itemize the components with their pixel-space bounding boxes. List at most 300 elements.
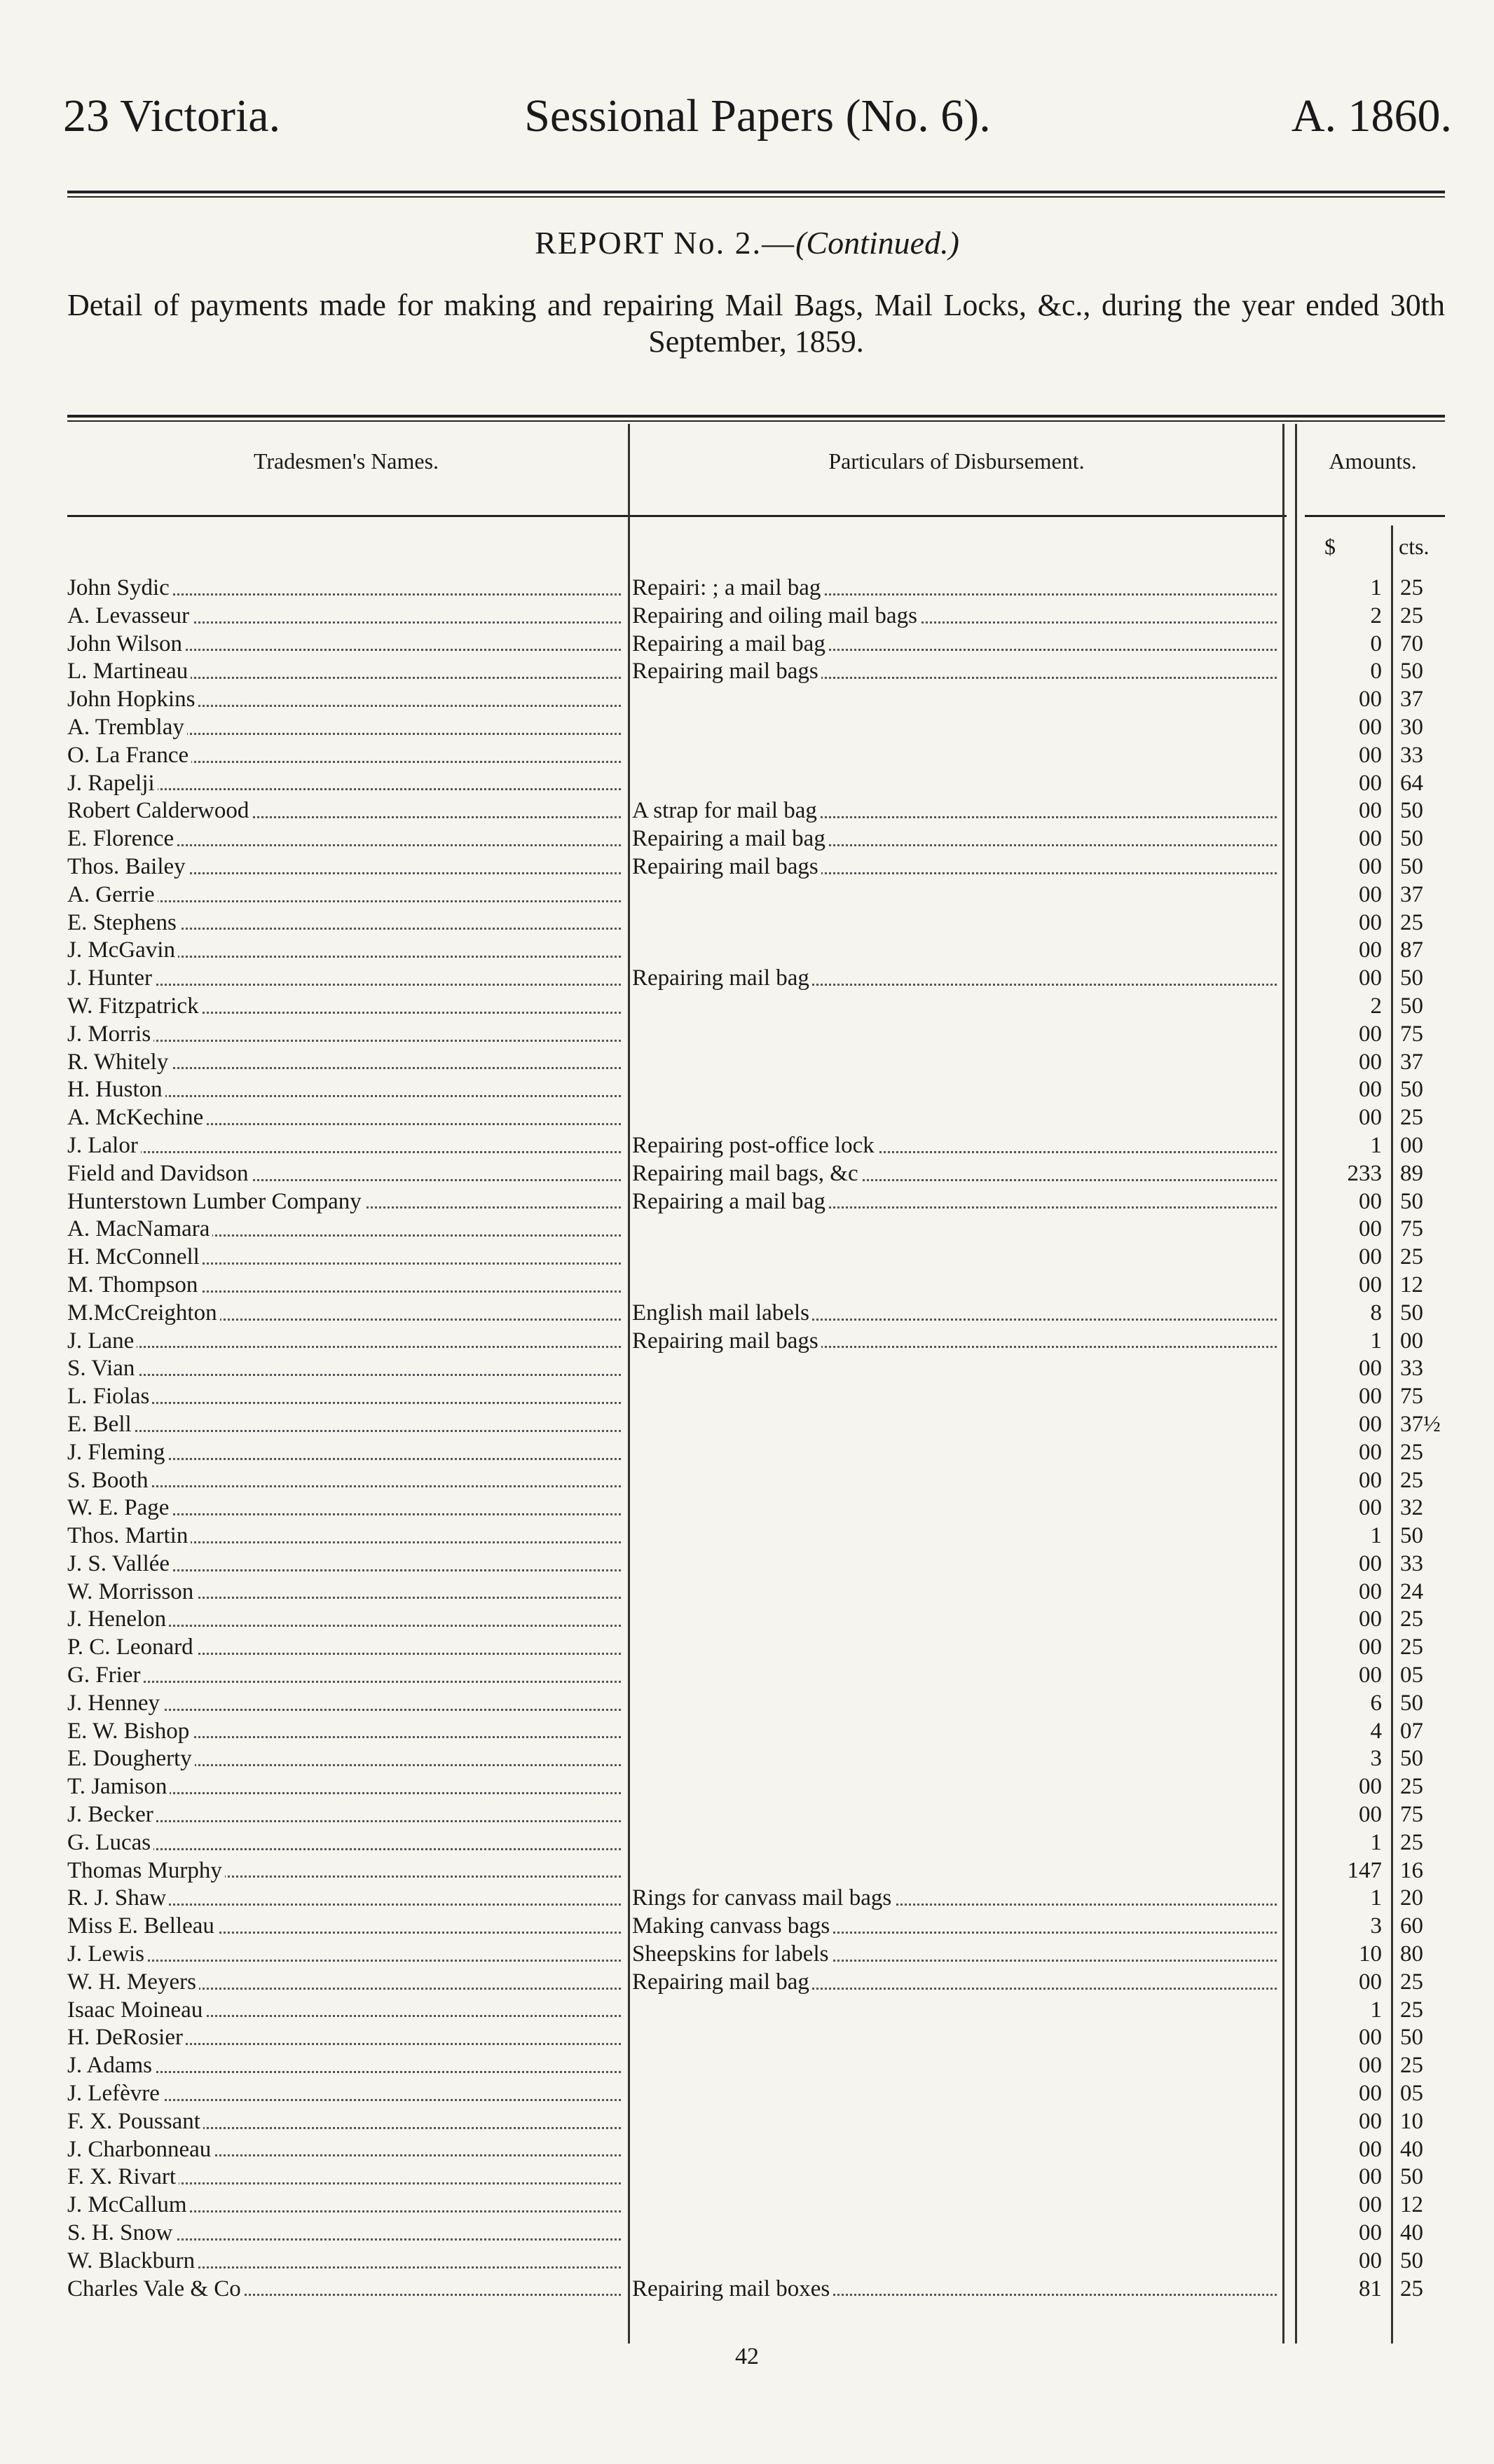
tradesman-name [67,1745,621,1773]
tradesman-name [67,1049,621,1077]
table-row [0,937,1494,965]
particulars [632,1885,1277,1913]
tradesman-name [67,686,621,714]
tradesman-name-text: M.McCreighton [67,1300,220,1326]
table-row [0,1104,1494,1132]
tradesman-name [67,1690,621,1718]
column-header-particulars: Particulars of Disbursement. [828,448,1085,474]
amount-cents: 50 [1400,1188,1423,1214]
particulars-text: Rings for canvass mail bags [632,1885,894,1911]
table-row [0,1885,1494,1913]
table-row [0,1969,1494,1997]
table-row [0,1467,1494,1495]
particulars [632,574,1277,603]
amount-dollars: 00 [1359,853,1382,879]
amount-dollars: 00 [1359,1272,1382,1298]
amount-dollars: 6 [1370,1690,1382,1716]
tradesman-name-text: Field and Davidson [67,1161,251,1186]
amount-dollars: 00 [1359,1467,1382,1493]
amount-cents: 16 [1400,1857,1423,1883]
amount-cents: 25 [1400,575,1423,600]
tradesman-name-text: J. Adams [67,2053,155,2078]
tradesman-name-text: J. Morris [67,1021,153,1047]
amount-cents: 75 [1400,1216,1423,1242]
amount-dollars: 00 [1359,2108,1382,2134]
particulars-text: Repairing post-office lock [632,1133,877,1158]
amount-dollars: 00 [1359,1663,1382,1688]
tradesman-name-text: E. W. Bishop [67,1719,192,1744]
tradesman-name-text: W. E. Page [67,1495,172,1520]
table-row [0,2080,1494,2108]
table-row [0,1522,1494,1550]
tradesman-name-text: R. J. Shaw [67,1885,169,1911]
tradesman-name-text: J. Henelon [67,1606,169,1632]
table-row [0,993,1494,1021]
table-row [0,686,1494,714]
tradesman-name [67,631,621,659]
amount-cents: 25 [1400,2276,1423,2301]
particulars-text: Repairing and oiling mail bags [632,603,920,628]
amount-dollars: 2 [1370,993,1382,1019]
amount-cents: 50 [1400,798,1423,824]
amount-dollars: 00 [1359,1802,1382,1828]
amount-cents: 25 [1400,1829,1423,1855]
amount-cents: 07 [1400,1718,1423,1744]
column-header-names: Tradesmen's Names. [253,448,439,474]
particulars-text: Repairing mail bag [632,965,812,991]
amount-cents: 50 [1400,659,1423,684]
column-header-amounts: Amounts. [1329,448,1417,474]
tradesman-name [67,2276,621,2304]
tradesman-name-text: J. Charbonneau [67,2137,214,2162]
amount-cents: 50 [1400,1077,1423,1103]
amount-cents: 32 [1400,1495,1423,1521]
amount-cents: 37 [1400,687,1423,713]
header-left: 23 Victoria. [63,90,281,142]
header-center: Sessional Papers (No. 6). [524,90,991,142]
tradesman-name-text: W. Morrisson [67,1579,196,1604]
amount-dollars: 1 [1370,1829,1382,1855]
tradesman-name-text: H. DeRosier [67,2025,186,2050]
amount-cents: 25 [1400,1969,1423,1995]
tradesman-name-text: J. Lane [67,1328,137,1354]
tradesman-name [67,1021,621,1049]
tradesman-name-text: S. Booth [67,1468,151,1493]
amount-cents: 40 [1400,2136,1423,2162]
tradesman-name [67,1160,621,1188]
tradesman-name [67,1383,621,1411]
tradesman-name-text: T. Jamison [67,1774,170,1799]
amount-cents: 60 [1400,1913,1423,1939]
amount-dollars: 00 [1359,1411,1382,1437]
amount-dollars: 00 [1359,1774,1382,1800]
amount-cents: 25 [1400,1997,1423,2023]
table-row [0,909,1494,937]
table-row [0,1383,1494,1411]
payment-table [0,574,1494,2303]
tradesman-name [67,1104,621,1132]
amount-cents: 33 [1400,742,1423,768]
particulars [632,965,1277,993]
report-continued: (Continued.) [795,225,959,261]
table-top-rule-thin [67,420,1445,422]
tradesman-name [67,1829,621,1857]
tradesman-name [67,1076,621,1104]
amount-cents: 00 [1400,1328,1423,1354]
amount-cents: 75 [1400,1802,1423,1828]
header-right: A. 1860. [1291,90,1452,142]
amount-cents: 05 [1400,2081,1423,2107]
amount-cents: 10 [1400,2108,1423,2134]
tradesman-name [67,2024,621,2052]
amount-dollars: 1 [1370,1523,1382,1549]
table-row [0,2024,1494,2052]
amount-cents: 25 [1400,1439,1423,1465]
amount-dollars: 00 [1359,1216,1382,1242]
table-row [0,770,1494,798]
tradesman-name [67,2108,621,2136]
amount-cents: 50 [1400,1300,1423,1326]
tradesman-name [67,2248,621,2276]
tradesman-name-text: Miss E. Belleau [67,1913,217,1939]
amount-dollars: 1 [1370,1328,1382,1354]
tradesman-name [67,770,621,798]
table-row [0,1745,1494,1773]
tradesman-name-text: G. Frier [67,1663,143,1688]
amount-dollars: 00 [1359,1439,1382,1465]
amount-cents: 25 [1400,2053,1423,2079]
amount-dollars: 81 [1359,2276,1382,2301]
tradesman-name-text: M. Thompson [67,1272,200,1298]
table-row [0,1272,1494,1300]
header-rule [67,191,1445,193]
tradesman-name-text: J. Rapelji [67,771,158,796]
table-row [0,1411,1494,1439]
particulars-text: English mail labels [632,1300,812,1326]
amount-dollars: 00 [1359,965,1382,991]
particulars [632,1969,1277,1997]
amount-cents: 25 [1400,1244,1423,1270]
tradesman-name [67,1997,621,2025]
particulars-text: Repairing mail bag [632,1969,812,1995]
amount-dollars: 8 [1370,1300,1382,1326]
table-row [0,1801,1494,1829]
amount-cents: 75 [1400,1384,1423,1410]
amount-dollars: 00 [1359,2025,1382,2051]
table-row [0,574,1494,603]
amount-cents: 12 [1400,1272,1423,1298]
tradesman-name-text: Thos. Bailey [67,854,189,879]
tradesman-name-text: W. H. Meyers [67,1969,199,1995]
amount-dollars: 0 [1370,631,1382,656]
table-row [0,2248,1494,2276]
tradesman-name [67,2163,621,2191]
amount-dollars: 00 [1359,2136,1382,2162]
table-row [0,1634,1494,1662]
amount-cents: 37 [1400,881,1423,907]
column-header-rule [67,515,1287,517]
tradesman-name-text: J. McGavin [67,937,178,963]
tradesman-name [67,1272,621,1300]
amount-dollars: 00 [1359,881,1382,907]
tradesman-name [67,1132,621,1160]
amount-dollars: 00 [1359,1384,1382,1410]
tradesman-name [67,1578,621,1606]
table-row [0,1076,1494,1104]
amount-cents: 89 [1400,1160,1423,1186]
amount-cents: 24 [1400,1578,1423,1604]
amount-dollars: 00 [1359,2248,1382,2273]
particulars-text: Repairi: ; a mail bag [632,575,823,600]
particulars [632,825,1277,853]
table-row [0,1355,1494,1383]
table-row [0,1188,1494,1216]
table-top-rule [67,415,1445,418]
amount-dollars: 3 [1370,1913,1382,1939]
tradesman-name [67,1188,621,1216]
tradesman-name [67,881,621,909]
particulars-text: Making canvass bags [632,1913,832,1939]
table-row [0,825,1494,853]
amount-cents: 64 [1400,770,1423,796]
tradesman-name [67,1494,621,1522]
tradesman-name-text: L. Martineau [67,659,191,684]
particulars-text: Sheepskins for labels [632,1941,831,1967]
tradesman-name [67,2219,621,2248]
tradesman-name-text: J. Becker [67,1802,156,1827]
table-row [0,2052,1494,2080]
amount-dollars: 00 [1359,1495,1382,1521]
table-row [0,1913,1494,1941]
tradesman-name [67,909,621,937]
amount-dollars: 00 [1359,1969,1382,1995]
table-row [0,1829,1494,1857]
amount-cents: 25 [1400,1105,1423,1131]
amount-dollars: 00 [1359,2053,1382,2079]
amount-cents: 25 [1400,1467,1423,1493]
table-row [0,742,1494,770]
tradesman-name [67,2080,621,2108]
table-row [0,1662,1494,1690]
particulars-text: Repairing mail bags [632,1328,821,1354]
tradesman-name [67,1885,621,1913]
table-row [0,965,1494,993]
particulars [632,1913,1277,1941]
dollar-sign-header: $ [1324,534,1336,559]
tradesman-name [67,1857,621,1885]
amount-cents: 37½ [1400,1411,1441,1437]
amount-cents: 25 [1400,1774,1423,1800]
tradesman-name [67,1439,621,1467]
particulars [632,2276,1277,2304]
tradesman-name-text: S. H. Snow [67,2220,175,2245]
amount-cents: 50 [1400,2248,1423,2273]
amount-dollars: 1 [1370,575,1382,600]
table-row [0,1494,1494,1522]
page-number: 42 [735,2343,759,2369]
particulars [632,1941,1277,1969]
table-row [0,1690,1494,1718]
tradesman-name-text: W. Blackburn [67,2248,198,2273]
table-row [0,1328,1494,1356]
tradesman-name [67,1606,621,1634]
tradesman-name-text: E. Stephens [67,910,179,935]
amount-dollars: 00 [1359,1356,1382,1382]
particulars-text: Repairing a mail bag [632,1189,828,1214]
amount-dollars: 00 [1359,2192,1382,2218]
table-row [0,853,1494,881]
tradesman-name [67,1467,621,1495]
tradesman-name-text: John Wilson [67,631,185,656]
table-row [0,1216,1494,1244]
tradesman-name [67,2052,621,2080]
amount-dollars: 00 [1359,742,1382,768]
amount-dollars: 00 [1359,937,1382,963]
tradesman-name [67,1300,621,1328]
tradesman-name-text: Charles Vale & Co [67,2276,244,2301]
tradesman-name [67,1244,621,1272]
amount-dollars: 00 [1359,1634,1382,1660]
tradesman-name-text: J. Lewis [67,1941,147,1967]
tradesman-name [67,1216,621,1244]
amount-dollars: 0 [1370,659,1382,684]
particulars-text: Repairing a mail bag [632,826,828,851]
tradesman-name [67,658,621,686]
amount-cents: 80 [1400,1941,1423,1967]
tradesman-name-text: Thomas Murphy [67,1858,225,1883]
tradesman-name [67,993,621,1021]
tradesman-name-text: E. Dougherty [67,1746,195,1771]
tradesman-name-text: O. La France [67,743,191,768]
tradesman-name [67,1522,621,1550]
tradesman-name-text: Isaac Moineau [67,1997,205,2023]
amount-cents: 50 [1400,1746,1423,1772]
table-row [0,1997,1494,2025]
tradesman-name-text: A. Levasseur [67,603,192,628]
amount-dollars: 10 [1359,1941,1382,1967]
table-row [0,603,1494,631]
tradesman-name-text: W. Fitzpatrick [67,993,202,1019]
particulars [632,631,1277,659]
tradesman-name [67,825,621,853]
amount-dollars: 00 [1359,1578,1382,1604]
particulars [632,797,1277,825]
amount-cents: 25 [1400,1606,1423,1632]
particulars [632,603,1277,631]
amount-dollars: 00 [1359,1049,1382,1075]
amount-cents: 05 [1400,1663,1423,1688]
tradesman-name [67,2191,621,2219]
tradesman-name [67,853,621,881]
table-row [0,658,1494,686]
amount-cents: 25 [1400,603,1423,628]
amount-cents: 12 [1400,2192,1423,2218]
amount-dollars: 00 [1359,798,1382,824]
table-row [0,1941,1494,1969]
tradesman-name-text: F. X. Poussant [67,2109,203,2134]
tradesman-name-text: A. Gerrie [67,882,158,907]
table-row [0,1857,1494,1885]
table-row [0,1550,1494,1578]
tradesman-name-text: J. Lefèvre [67,2081,163,2106]
tradesman-name [67,714,621,742]
table-row [0,2276,1494,2304]
tradesman-name [67,1941,621,1969]
particulars [632,1160,1277,1188]
tradesman-name [67,1411,621,1439]
amount-cents: 30 [1400,714,1423,740]
amount-dollars: 2 [1370,603,1382,628]
particulars-text: Repairing mail boxes [632,2276,832,2301]
tradesman-name [67,574,621,603]
amount-cents: 75 [1400,1021,1423,1047]
table-row [0,1132,1494,1160]
tradesman-name [67,965,621,993]
amount-dollars: 00 [1359,1021,1382,1047]
table-row [0,2136,1494,2164]
amount-cents: 25 [1400,1634,1423,1660]
amount-dollars: 147 [1347,1857,1382,1883]
table-row [0,714,1494,742]
table-row [0,1606,1494,1634]
table-row [0,1049,1494,1077]
tradesman-name-text: J. Fleming [67,1440,167,1465]
amount-dollars: 00 [1359,770,1382,796]
amount-cents: 50 [1400,2025,1423,2051]
particulars [632,658,1277,686]
tradesman-name-text: A. Tremblay [67,715,187,740]
particulars [632,1188,1277,1216]
report-description: Detail of payments made for making and repairing Mail Bags, Mail Locks, &c., during the year ended 30th September, 1859. [67,288,1445,359]
tradesman-name-text: S. Vian [67,1356,137,1381]
amount-dollars: 00 [1359,826,1382,852]
tradesman-name-text: F. X. Rivart [67,2164,179,2189]
amount-cents: 50 [1400,965,1423,991]
amount-dollars: 233 [1347,1160,1382,1186]
table-row [0,631,1494,659]
table-row [0,1021,1494,1049]
header-rule-thin [67,196,1445,198]
amount-cents: 70 [1400,631,1423,656]
amount-dollars: 00 [1359,1244,1382,1270]
amount-dollars: 1 [1370,1885,1382,1911]
particulars-text: Repairing mail bags, &c [632,1161,861,1186]
tradesman-name-text: Robert Calderwood [67,798,252,823]
tradesman-name-text: E. Florence [67,826,177,851]
amount-cents: 40 [1400,2220,1423,2246]
tradesman-name-text: John Sydic [67,575,172,600]
particulars [632,1300,1277,1328]
tradesman-name-text: P. C. Leonard [67,1634,196,1660]
tradesman-name [67,1634,621,1662]
tradesman-name-text: J. Lalor [67,1133,141,1158]
tradesman-name-text: J. Hunter [67,965,155,991]
tradesman-name [67,603,621,631]
amount-header-rule [1305,515,1445,517]
amount-cents: 50 [1400,1523,1423,1549]
tradesman-name-text: G. Lucas [67,1830,153,1855]
tradesman-name-text: J. Henney [67,1691,163,1716]
table-row [0,1773,1494,1801]
amount-cents: 33 [1400,1356,1423,1382]
tradesman-name [67,1662,621,1690]
tradesman-name [67,1550,621,1578]
amount-dollars: 00 [1359,2081,1382,2107]
table-row [0,1439,1494,1467]
tradesman-name-text: A. MacNamara [67,1216,212,1241]
table-row [0,2108,1494,2136]
tradesman-name [67,1969,621,1997]
